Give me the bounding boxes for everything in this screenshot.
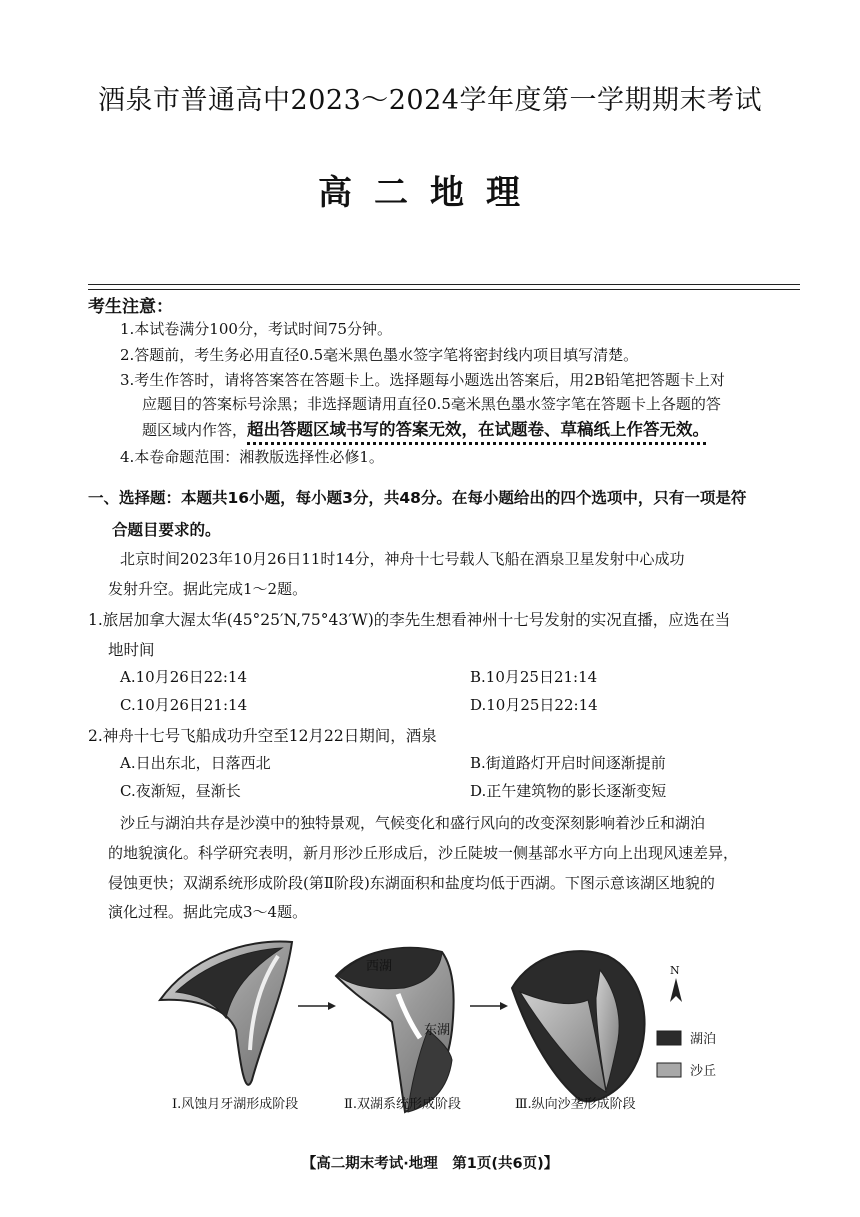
caption-stage-1: Ⅰ.风蚀月牙湖形成阶段 xyxy=(172,1097,299,1112)
question-2-option-d: D.正午建筑物的影长逐渐变短 xyxy=(470,782,667,800)
east-lake-label: 东湖 xyxy=(424,1023,451,1038)
question-2-option-b: B.街道路灯开启时间逐渐提前 xyxy=(470,754,666,772)
legend xyxy=(657,1031,716,1079)
notice-item-3-line1: 3.考生作答时，请将答案答在答题卡上。选择题每小题选出答案后，用2B铅笔把答题卡上对 xyxy=(120,371,725,389)
arrow-1 xyxy=(298,1002,336,1010)
intro2-line4: 演化过程。据此完成3～4题。 xyxy=(108,903,308,921)
notice-item-1: 1.本试卷满分100分，考试时间75分钟。 xyxy=(120,320,393,338)
west-lake-label: 西湖 xyxy=(366,959,393,974)
question-1-stem-cont: 地时间 xyxy=(108,641,155,659)
arrow-2 xyxy=(470,1002,508,1010)
notice-item-4: 4.本卷命题范围：湘教版选择性必修1。 xyxy=(120,448,384,466)
intro2-line3: 侵蚀更快；双湖系统形成阶段(第Ⅱ阶段)东湖面积和盐度均低于西湖。下图示意该湖区地貌的 xyxy=(108,874,715,892)
legend-dune-swatch xyxy=(657,1063,681,1077)
notice-item-2: 2.答题前，考生务必用直径0.5毫米黑色墨水签字笔将密封线内项目填写清楚。 xyxy=(120,346,639,364)
notice-heading: 考生注意： xyxy=(88,297,173,317)
stage-1-diagram xyxy=(160,941,292,1084)
stage-3-diagram xyxy=(512,951,645,1101)
divider-bottom xyxy=(88,289,800,290)
intro2-line2: 的地貌演化。科学研究表明，新月形沙丘形成后，沙丘陡坡一侧基部水平方向上出现风速差异， xyxy=(108,844,739,862)
exam-title: 酒泉市普通高中2023～2024学年度第一学期期末考试 xyxy=(98,85,762,116)
section-heading: 一、选择题：本题共16小题，每小题3分，共48分。在每小题给出的四个选项中，只有一项是符 xyxy=(88,489,747,507)
subject-title: 高二地理 xyxy=(318,173,542,213)
legend-dune-label: 沙丘 xyxy=(690,1064,717,1079)
question-2-option-c: C.夜渐短，昼渐长 xyxy=(120,782,241,800)
question-1-stem: 1.旅居加拿大渥太华(45°25′N,75°43′W)的李先生想看神州十七号发射的实况直播，应选在当 xyxy=(88,611,731,629)
notice-item-3-text: 题区域内作答， xyxy=(142,421,248,439)
intro2-line1: 沙丘与湖泊共存是沙漠中的独特景观，气候变化和盛行风向的改变深刻影响着沙丘和湖泊 xyxy=(120,814,706,832)
stage-2-diagram xyxy=(336,948,454,1112)
question-1-option-c: C.10月26日21:14 xyxy=(120,696,248,714)
legend-lake-label: 湖泊 xyxy=(690,1032,717,1047)
intro-paragraph-line1: 北京时间2023年10月26日11时14分，神舟十七号载人飞船在酒泉卫星发射中心成功 xyxy=(120,550,685,568)
page-footer: 【高二期末考试·地理 第1页(共6页)】 xyxy=(301,1156,559,1172)
notice-item-3-line3 xyxy=(142,416,709,440)
question-1-option-d: D.10月25日22:14 xyxy=(470,696,598,714)
question-2-option-a: A.日出东北，日落西北 xyxy=(120,754,271,772)
divider-top xyxy=(88,284,800,285)
question-1-option-b: B.10月25日21:14 xyxy=(470,668,598,686)
north-arrow-label: N xyxy=(670,964,680,977)
legend-lake-swatch xyxy=(657,1031,681,1045)
north-arrow xyxy=(670,964,682,1002)
intro-paragraph-line2: 发射升空。据此完成1～2题。 xyxy=(108,580,308,598)
notice-item-3-line2: 应题目的答案标号涂黑；非选择题请用直径0.5毫米黑色墨水签字笔在答题卡上各题的答 xyxy=(142,395,721,413)
question-2-stem: 2.神舟十七号飞船成功升空至12月22日期间，酒泉 xyxy=(88,727,437,745)
section-heading-cont: 合题目要求的。 xyxy=(112,521,221,539)
caption-stage-2: Ⅱ.双湖系统形成阶段 xyxy=(344,1097,461,1112)
notice-emphasis: 超出答题区域书写的答案无效，在试题卷、草稿纸上作答无效。 xyxy=(247,420,710,439)
question-1-option-a: A.10月26日22:14 xyxy=(120,668,248,686)
caption-stage-3: Ⅲ.纵向沙垄形成阶段 xyxy=(515,1097,636,1112)
